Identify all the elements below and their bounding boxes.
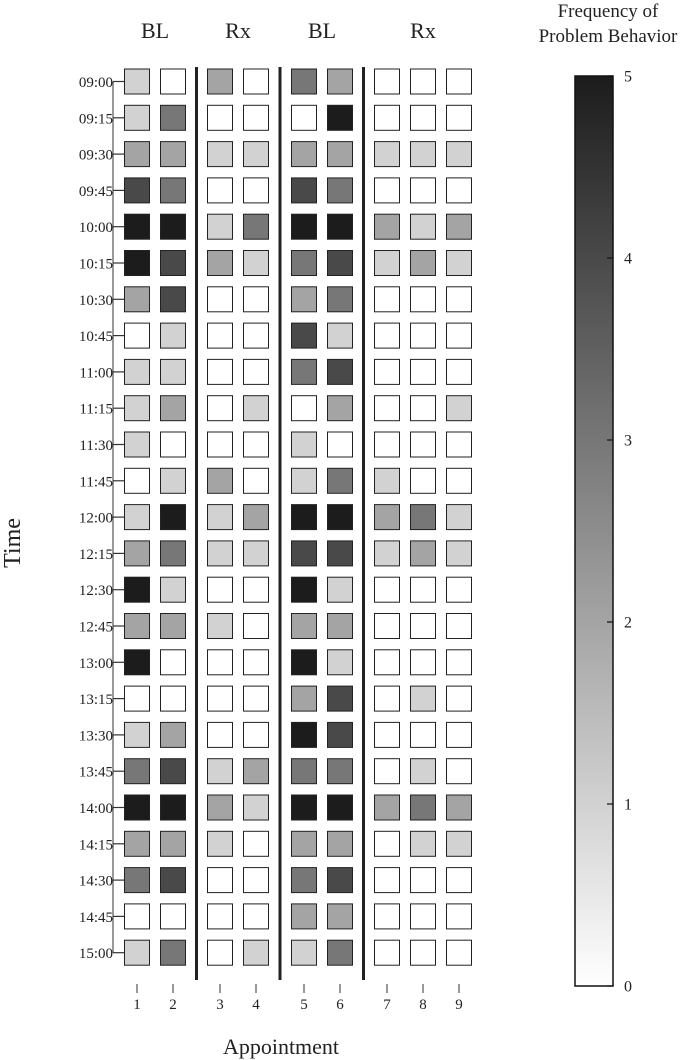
heatmap-cell-1330-appt-3: [208, 722, 233, 747]
heatmap-cell-1200-appt-8: [411, 505, 436, 530]
heatmap-cell-0930-appt-4: [244, 142, 269, 167]
heatmap-cell-0915-appt-8: [411, 105, 436, 130]
heatmap-cell-1000-appt-1: [125, 214, 150, 239]
phase-label-1-bl: BL: [140, 18, 170, 43]
heatmap-cell-1000-appt-6: [328, 214, 353, 239]
heatmap-cell-1430-appt-3: [208, 868, 233, 893]
heatmap-cell-1130-appt-3: [208, 432, 233, 457]
heatmap-cell-1500-appt-3: [208, 940, 233, 965]
heatmap-cell-1345-appt-6: [328, 759, 353, 784]
heatmap-cell-1415-appt-8: [411, 831, 436, 856]
time-label-1245: 12:45: [78, 619, 113, 636]
heatmap-cell-1300-appt-4: [244, 650, 269, 675]
heatmap-cell-1145-appt-9: [447, 468, 472, 493]
heatmap-cell-1245-appt-8: [411, 614, 436, 639]
heatmap-cell-0915-appt-7: [375, 105, 400, 130]
heatmap-cell-1230-appt-8: [411, 577, 436, 602]
heatmap-cell-1130-appt-2: [161, 432, 186, 457]
heatmap-cell-1300-appt-3: [208, 650, 233, 675]
heatmap-cell-1115-appt-1: [125, 396, 150, 421]
heatmap-cell-1000-appt-2: [161, 214, 186, 239]
time-label-1300: 13:00: [78, 655, 113, 672]
heatmap-cell-0900-appt-2: [161, 69, 186, 94]
heatmap-cell-1030-appt-6: [328, 287, 353, 312]
appointment-label-7: 7: [383, 997, 391, 1013]
heatmap-cell-1030-appt-2: [161, 287, 186, 312]
heatmap-cell-0915-appt-3: [208, 105, 233, 130]
heatmap-cell-1215-appt-5: [292, 541, 317, 566]
heatmap-cell-1315-appt-4: [244, 686, 269, 711]
heatmap-cell-1215-appt-1: [125, 541, 150, 566]
time-label-1430: 14:30: [78, 873, 113, 890]
heatmap-cell-1000-appt-9: [447, 214, 472, 239]
heatmap-cell-1430-appt-9: [447, 868, 472, 893]
heatmap-cell-1430-appt-1: [125, 868, 150, 893]
heatmap-cell-0915-appt-9: [447, 105, 472, 130]
appointment-label-8: 8: [419, 997, 427, 1013]
heatmap-cell-1345-appt-2: [161, 759, 186, 784]
heatmap-cell-1345-appt-1: [125, 759, 150, 784]
heatmap-cell-0900-appt-9: [447, 69, 472, 94]
heatmap-cell-1245-appt-1: [125, 614, 150, 639]
heatmap-cell-0900-appt-5: [292, 69, 317, 94]
colorbar-tick-label-0: 0: [624, 978, 632, 996]
heatmap-cell-1100-appt-1: [125, 359, 150, 384]
heatmap-cell-1045-appt-9: [447, 323, 472, 348]
heatmap-cell-1445-appt-4: [244, 904, 269, 929]
time-label-0930: 09:30: [78, 147, 113, 164]
heatmap-cell-1445-appt-5: [292, 904, 317, 929]
heatmap-cell-1400-appt-8: [411, 795, 436, 820]
heatmap-cell-1045-appt-3: [208, 323, 233, 348]
heatmap-cell-0945-appt-5: [292, 178, 317, 203]
heatmap-cell-1400-appt-2: [161, 795, 186, 820]
heatmap-cell-0900-appt-3: [208, 69, 233, 94]
heatmap-cells: [125, 69, 472, 965]
heatmap-cell-1415-appt-7: [375, 831, 400, 856]
heatmap-cell-1145-appt-8: [411, 468, 436, 493]
time-label-1230: 12:30: [78, 583, 113, 600]
heatmap-cell-1445-appt-3: [208, 904, 233, 929]
heatmap-cell-1045-appt-5: [292, 323, 317, 348]
heatmap-cell-1100-appt-8: [411, 359, 436, 384]
heatmap-cell-1430-appt-4: [244, 868, 269, 893]
heatmap-cell-1145-appt-2: [161, 468, 186, 493]
colorbar-tick-label-5: 5: [624, 68, 632, 86]
heatmap-cell-1500-appt-8: [411, 940, 436, 965]
time-label-0915: 09:15: [78, 111, 113, 128]
heatmap-cell-1330-appt-5: [292, 722, 317, 747]
heatmap-cell-1130-appt-1: [125, 432, 150, 457]
heatmap-cell-1330-appt-7: [375, 722, 400, 747]
heatmap-cell-1115-appt-9: [447, 396, 472, 421]
heatmap-cell-1215-appt-7: [375, 541, 400, 566]
heatmap-cell-1145-appt-5: [292, 468, 317, 493]
heatmap-cell-1300-appt-2: [161, 650, 186, 675]
colorbar-tick-label-2: 2: [624, 614, 632, 632]
heatmap-cell-1130-appt-8: [411, 432, 436, 457]
heatmap-cell-1045-appt-2: [161, 323, 186, 348]
colorbar-tick-label-3: 3: [624, 432, 632, 450]
heatmap-cell-1415-appt-9: [447, 831, 472, 856]
heatmap-cell-1030-appt-3: [208, 287, 233, 312]
heatmap-cell-1230-appt-7: [375, 577, 400, 602]
x-axis-title: Appointment: [222, 1034, 340, 1059]
heatmap-cell-1230-appt-6: [328, 577, 353, 602]
heatmap-cell-1400-appt-1: [125, 795, 150, 820]
appointment-label-9: 9: [455, 997, 463, 1013]
heatmap-cell-1445-appt-1: [125, 904, 150, 929]
heatmap-cell-1415-appt-6: [328, 831, 353, 856]
heatmap-cell-1430-appt-7: [375, 868, 400, 893]
heatmap-cell-0945-appt-1: [125, 178, 150, 203]
heatmap-cell-1000-appt-5: [292, 214, 317, 239]
heatmap-cell-1445-appt-2: [161, 904, 186, 929]
heatmap-cell-1045-appt-7: [375, 323, 400, 348]
heatmap-cell-0945-appt-8: [411, 178, 436, 203]
heatmap-cell-1115-appt-3: [208, 396, 233, 421]
heatmap-cell-1345-appt-4: [244, 759, 269, 784]
heatmap-cell-1115-appt-2: [161, 396, 186, 421]
heatmap-cell-1300-appt-6: [328, 650, 353, 675]
heatmap-cell-1115-appt-5: [292, 396, 317, 421]
time-label-0900: 09:00: [78, 75, 113, 91]
phase-label-3-bl: BL: [307, 18, 337, 43]
heatmap-cell-1130-appt-6: [328, 432, 353, 457]
heatmap-cell-0930-appt-9: [447, 142, 472, 167]
heatmap-cell-1415-appt-1: [125, 831, 150, 856]
heatmap-cell-1115-appt-8: [411, 396, 436, 421]
heatmap-cell-1200-appt-5: [292, 505, 317, 530]
heatmap-cell-1430-appt-5: [292, 868, 317, 893]
heatmap-cell-1300-appt-5: [292, 650, 317, 675]
heatmap-cell-1200-appt-7: [375, 505, 400, 530]
phase-label-4-rx: Rx: [410, 18, 436, 43]
heatmap-cell-1300-appt-9: [447, 650, 472, 675]
heatmap-cell-1015-appt-6: [328, 251, 353, 276]
phase-labels: [141, 18, 436, 43]
heatmap-cell-0945-appt-2: [161, 178, 186, 203]
heatmap-cell-1400-appt-3: [208, 795, 233, 820]
colorbar-title-line-1: Frequency of: [557, 1, 659, 22]
heatmap-cell-0945-appt-6: [328, 178, 353, 203]
y-axis-title: Time: [0, 518, 26, 568]
heatmap-cell-1430-appt-8: [411, 868, 436, 893]
appointment-axis: [133, 984, 463, 1013]
heatmap-cell-0915-appt-5: [292, 105, 317, 130]
heatmap-cell-1130-appt-4: [244, 432, 269, 457]
heatmap-cell-0945-appt-3: [208, 178, 233, 203]
heatmap-cell-1145-appt-4: [244, 468, 269, 493]
time-label-1200: 12:00: [78, 510, 113, 527]
heatmap-cell-1400-appt-4: [244, 795, 269, 820]
heatmap-cell-1330-appt-6: [328, 722, 353, 747]
heatmap-cell-1315-appt-8: [411, 686, 436, 711]
heatmap-cell-0930-appt-7: [375, 142, 400, 167]
heatmap-cell-0915-appt-4: [244, 105, 269, 130]
heatmap-cell-1130-appt-9: [447, 432, 472, 457]
time-label-1315: 13:15: [78, 692, 113, 709]
time-label-1330: 13:30: [78, 728, 113, 745]
heatmap-cell-1045-appt-8: [411, 323, 436, 348]
heatmap-cell-1200-appt-9: [447, 505, 472, 530]
heatmap-cell-1400-appt-9: [447, 795, 472, 820]
heatmap-cell-1145-appt-6: [328, 468, 353, 493]
heatmap-cell-1100-appt-4: [244, 359, 269, 384]
heatmap-cell-1115-appt-4: [244, 396, 269, 421]
heatmap-cell-0945-appt-7: [375, 178, 400, 203]
heatmap-cell-1100-appt-3: [208, 359, 233, 384]
colorbar: [539, 1, 678, 996]
heatmap-cell-1030-appt-5: [292, 287, 317, 312]
phase-label-2-rx: Rx: [225, 18, 251, 43]
heatmap-cell-0915-appt-1: [125, 105, 150, 130]
appointment-label-4: 4: [252, 997, 260, 1013]
heatmap-cell-1345-appt-8: [411, 759, 436, 784]
heatmap-cell-1415-appt-3: [208, 831, 233, 856]
heatmap-cell-1015-appt-7: [375, 251, 400, 276]
heatmap-cell-1030-appt-4: [244, 287, 269, 312]
heatmap-cell-0900-appt-6: [328, 69, 353, 94]
heatmap-cell-1415-appt-2: [161, 831, 186, 856]
time-label-1030: 10:30: [78, 292, 113, 309]
time-label-1130: 11:30: [79, 438, 113, 454]
heatmap-cell-1100-appt-2: [161, 359, 186, 384]
heatmap-cell-1500-appt-7: [375, 940, 400, 965]
heatmap-cell-1215-appt-2: [161, 541, 186, 566]
heatmap-cell-1200-appt-4: [244, 505, 269, 530]
time-label-1415: 14:15: [78, 837, 113, 854]
heatmap-cell-1215-appt-9: [447, 541, 472, 566]
appointment-label-1: 1: [133, 997, 141, 1013]
heatmap-cell-1030-appt-9: [447, 287, 472, 312]
time-label-1215: 12:15: [78, 546, 113, 563]
heatmap-cell-1200-appt-1: [125, 505, 150, 530]
heatmap-cell-1245-appt-7: [375, 614, 400, 639]
appointment-label-3: 3: [216, 997, 224, 1013]
heatmap-cell-1230-appt-2: [161, 577, 186, 602]
heatmap-cell-1230-appt-3: [208, 577, 233, 602]
heatmap-cell-1430-appt-2: [161, 868, 186, 893]
heatmap-cell-1230-appt-1: [125, 577, 150, 602]
heatmap-cell-1500-appt-1: [125, 940, 150, 965]
time-label-1145: 11:45: [79, 474, 113, 491]
heatmap-cell-1345-appt-9: [447, 759, 472, 784]
heatmap-cell-1400-appt-6: [328, 795, 353, 820]
heatmap-cell-1015-appt-5: [292, 251, 317, 276]
heatmap-cell-1215-appt-4: [244, 541, 269, 566]
heatmap-cell-1315-appt-5: [292, 686, 317, 711]
heatmap-cell-0900-appt-1: [125, 69, 150, 94]
heatmap-cell-1230-appt-4: [244, 577, 269, 602]
heatmap-cell-1330-appt-4: [244, 722, 269, 747]
heatmap-cell-1300-appt-7: [375, 650, 400, 675]
heatmap-cell-0915-appt-6: [328, 105, 353, 130]
heatmap-cell-1000-appt-7: [375, 214, 400, 239]
colorbar-title-line-2: Problem Behavior: [538, 26, 678, 47]
heatmap-cell-1415-appt-5: [292, 831, 317, 856]
heatmap-cell-1015-appt-2: [161, 251, 186, 276]
heatmap-cell-1330-appt-8: [411, 722, 436, 747]
heatmap-cell-1130-appt-7: [375, 432, 400, 457]
heatmap-cell-1230-appt-5: [292, 577, 317, 602]
heatmap-cell-0930-appt-1: [125, 142, 150, 167]
heatmap-cell-1315-appt-6: [328, 686, 353, 711]
heatmap-cell-1245-appt-5: [292, 614, 317, 639]
heatmap-cell-0945-appt-4: [244, 178, 269, 203]
heatmap-cell-0930-appt-6: [328, 142, 353, 167]
heatmap-cell-1015-appt-1: [125, 251, 150, 276]
heatmap-cell-1400-appt-7: [375, 795, 400, 820]
colorbar-gradient: [575, 76, 613, 986]
heatmap-cell-1430-appt-6: [328, 868, 353, 893]
heatmap-cell-0930-appt-5: [292, 142, 317, 167]
time-label-0945: 09:45: [78, 183, 113, 200]
heatmap-cell-1315-appt-1: [125, 686, 150, 711]
appointment-label-6: 6: [336, 997, 344, 1013]
colorbar-tick-label-1: 1: [624, 796, 632, 814]
heatmap-cell-1115-appt-6: [328, 396, 353, 421]
heatmap-cell-1245-appt-4: [244, 614, 269, 639]
heatmap-cell-1345-appt-3: [208, 759, 233, 784]
heatmap-cell-1315-appt-7: [375, 686, 400, 711]
heatmap-cell-1045-appt-6: [328, 323, 353, 348]
heatmap-cell-1145-appt-7: [375, 468, 400, 493]
heatmap-cell-1500-appt-9: [447, 940, 472, 965]
heatmap-cell-1500-appt-6: [328, 940, 353, 965]
heatmap-cell-1415-appt-4: [244, 831, 269, 856]
heatmap-cell-1330-appt-1: [125, 722, 150, 747]
heatmap-cell-1445-appt-8: [411, 904, 436, 929]
colorbar-tick-label-4: 4: [624, 250, 632, 268]
heatmap-cell-1315-appt-2: [161, 686, 186, 711]
heatmap-cell-1345-appt-5: [292, 759, 317, 784]
heatmap-cell-1400-appt-5: [292, 795, 317, 820]
appointment-label-5: 5: [300, 997, 308, 1013]
heatmap-cell-1345-appt-7: [375, 759, 400, 784]
heatmap-cell-1245-appt-6: [328, 614, 353, 639]
time-label-1500: 15:00: [78, 946, 113, 963]
heatmap-cell-1200-appt-3: [208, 505, 233, 530]
heatmap-cell-1500-appt-5: [292, 940, 317, 965]
heatmap-cell-1100-appt-7: [375, 359, 400, 384]
heatmap-cell-1215-appt-3: [208, 541, 233, 566]
heatmap-cell-1445-appt-7: [375, 904, 400, 929]
heatmap-cell-1230-appt-9: [447, 577, 472, 602]
time-label-1000: 10:00: [78, 220, 113, 237]
heatmap-cell-1045-appt-4: [244, 323, 269, 348]
heatmap-cell-0900-appt-7: [375, 69, 400, 94]
time-label-1115: 11:15: [79, 401, 113, 418]
heatmap-cell-1330-appt-9: [447, 722, 472, 747]
time-label-1100: 11:00: [79, 365, 113, 382]
heatmap-cell-1330-appt-2: [161, 722, 186, 747]
heatmap-cell-1130-appt-5: [292, 432, 317, 457]
heatmap-cell-1000-appt-4: [244, 214, 269, 239]
heatmap-cell-1030-appt-7: [375, 287, 400, 312]
heatmap-cell-1030-appt-1: [125, 287, 150, 312]
heatmap-cell-1015-appt-3: [208, 251, 233, 276]
heatmap-cell-1200-appt-2: [161, 505, 186, 530]
heatmap-cell-0945-appt-9: [447, 178, 472, 203]
heatmap-cell-1245-appt-2: [161, 614, 186, 639]
heatmap-cell-0900-appt-4: [244, 69, 269, 94]
time-label-1015: 10:15: [78, 256, 113, 273]
heatmap-cell-1445-appt-9: [447, 904, 472, 929]
time-axis: [79, 75, 124, 962]
heatmap-cell-0930-appt-3: [208, 142, 233, 167]
heatmap-cell-1100-appt-9: [447, 359, 472, 384]
heatmap-cell-1000-appt-8: [411, 214, 436, 239]
heatmap-cell-1145-appt-1: [125, 468, 150, 493]
heatmap-cell-1115-appt-7: [375, 396, 400, 421]
time-label-1045: 10:45: [78, 329, 113, 346]
heatmap-cell-1300-appt-1: [125, 650, 150, 675]
heatmap-cell-1315-appt-9: [447, 686, 472, 711]
time-label-1345: 13:45: [78, 764, 113, 781]
heatmap-cell-0900-appt-8: [411, 69, 436, 94]
heatmap-cell-1145-appt-3: [208, 468, 233, 493]
heatmap-cell-1245-appt-9: [447, 614, 472, 639]
time-label-1400: 14:00: [78, 801, 113, 817]
heatmap-cell-1100-appt-6: [328, 359, 353, 384]
heatmap-cell-1015-appt-4: [244, 251, 269, 276]
heatmap-cell-0915-appt-2: [161, 105, 186, 130]
heatmap-cell-1045-appt-1: [125, 323, 150, 348]
heatmap-cell-1500-appt-2: [161, 940, 186, 965]
heatmap-cell-0930-appt-8: [411, 142, 436, 167]
heatmap-cell-0930-appt-2: [161, 142, 186, 167]
heatmap-cell-1015-appt-9: [447, 251, 472, 276]
heatmap-cell-1215-appt-6: [328, 541, 353, 566]
heatmap-cell-1100-appt-5: [292, 359, 317, 384]
time-label-1445: 14:45: [78, 909, 113, 926]
heatmap-cell-1500-appt-4: [244, 940, 269, 965]
heatmap-cell-1445-appt-6: [328, 904, 353, 929]
heatmap-cell-1315-appt-3: [208, 686, 233, 711]
heatmap-cell-1215-appt-8: [411, 541, 436, 566]
heatmap-cell-1300-appt-8: [411, 650, 436, 675]
heatmap-cell-1000-appt-3: [208, 214, 233, 239]
heatmap-cell-1245-appt-3: [208, 614, 233, 639]
appointment-label-2: 2: [169, 997, 177, 1013]
heatmap-cell-1015-appt-8: [411, 251, 436, 276]
heatmap-cell-1030-appt-8: [411, 287, 436, 312]
heatmap-cell-1200-appt-6: [328, 505, 353, 530]
